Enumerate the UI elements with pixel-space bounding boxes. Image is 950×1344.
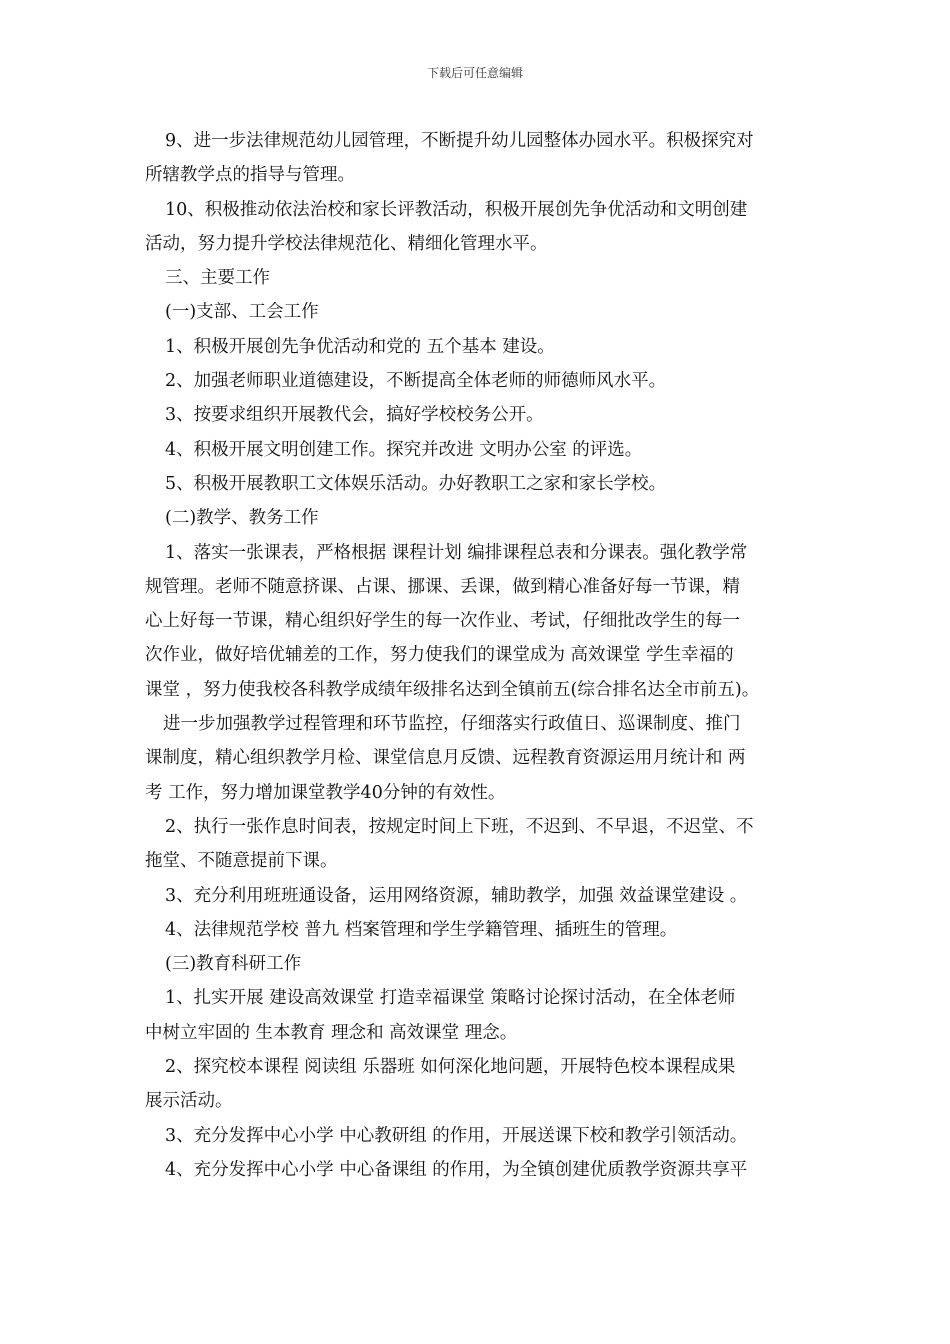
text-line: 所辖教学点的指导与管理。 xyxy=(145,165,355,186)
text-line: 拖堂、不随意提前下课。 xyxy=(145,851,338,872)
text-line: 中树立牢固的 生本教育 理念和 高效课堂 理念。 xyxy=(145,1022,518,1043)
text-line: 1、积极开展创先争优活动和党的 五个基本 建设。 xyxy=(165,336,555,357)
text-line: 次作业，做好培优辅差的工作，努力使我们的课堂成为 高效课堂 学生幸福的 xyxy=(145,645,734,666)
text-line: 活动，努力提升学校法律规范化、精细化管理水平。 xyxy=(145,233,548,254)
text-line: 9、进一步法律规范幼儿园管理，不断提升幼儿园整体办园水平。积极探究对 xyxy=(165,131,754,151)
text-line: 1、扎实开展 建设高效课堂 打造幸福课堂 策略讨论探讨活动，在全体老师 xyxy=(165,988,736,1009)
text-line: 进一步加强教学过程管理和环节监控，仔细落实行政值日、巡课制度、推门 xyxy=(163,714,741,735)
text-line: 心上好每一节课，精心组织好学生的每一次作业、考试，仔细批改学生的每一 xyxy=(145,611,740,632)
text-line: 3、充分利用班班通设备，运用网络资源，辅助教学，加强 效益课堂建设 。 xyxy=(165,885,748,906)
text-line: 5、积极开展教职工文体娱乐活动。办好教职工之家和家长学校。 xyxy=(165,473,667,494)
text-line: 4、充分发挥中心小学 中心备课组 的作用，为全镇创建优质教学资源共享平 xyxy=(165,1159,748,1180)
text-line: 规管理。老师不随意挤课、占课、挪课、丢课，做到精心准备好每一节课，精 xyxy=(145,576,740,597)
text-line: 4、积极开展文明创建工作。探究并改进 文明办公室 的评选。 xyxy=(165,439,643,460)
text-line: (三)教育科研工作 xyxy=(165,954,302,975)
text-line: 课堂 ，努力使我校各科教学成绩年级排名达到全镇前五(综合排名达全市前五)。 xyxy=(145,679,760,700)
text-line: 10、积极推动依法治校和家长评教活动，积极开展创先争优活动和文明创建 xyxy=(165,199,748,220)
text-line: 2、加强老师职业道德建设，不断提高全体老师的师德师风水平。 xyxy=(165,371,667,392)
text-line: 课制度，精心组织教学月检、课堂信息月反馈、远程教育资源运用月统计和 两 xyxy=(145,748,746,769)
text-line: 1、落实一张课表，严格根据 课程计划 编排课程总表和分课表。强化教学常 xyxy=(165,542,748,563)
document-body xyxy=(145,124,820,1187)
text-line: (一)支部、工会工作 xyxy=(165,302,319,323)
text-line: 2、执行一张作息时间表，按规定时间上下班，不迟到、不早退，不迟堂、不 xyxy=(165,816,754,837)
text-line: 3、充分发挥中心小学 中心教研组 的作用，开展送课下校和教学引领活动。 xyxy=(165,1125,748,1146)
text-line: 展示活动。 xyxy=(145,1091,233,1112)
text-line: (二)教学、教务工作 xyxy=(165,508,319,529)
text-line: 3、按要求组织开展教代会，搞好学校校务公开。 xyxy=(165,405,544,426)
text-line: 考 工作，努力增加课堂教学40分钟的有效性。 xyxy=(145,782,506,803)
text-line: 2、探究校本课程 阅读组 乐器班 如何深化地问题，开展特色校本课程成果 xyxy=(165,1057,736,1078)
page-header: 下载后可任意编辑 xyxy=(426,66,523,80)
text-line: 三、主要工作 xyxy=(165,268,270,289)
text-line: 4、法律规范学校 普九 档案管理和学生学籍管理、插班生的管理。 xyxy=(165,919,678,940)
